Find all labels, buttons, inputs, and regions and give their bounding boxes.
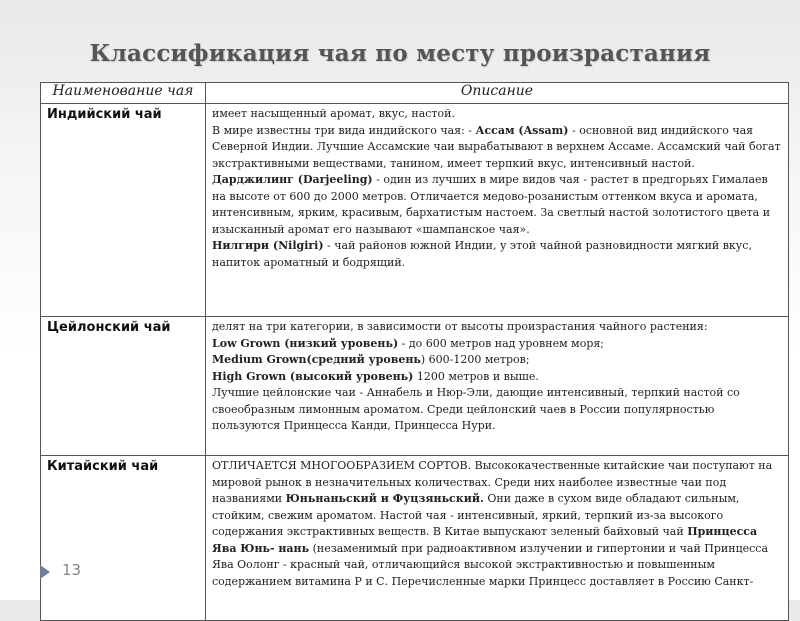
tea-description [206,317,789,456]
desc-line: Дарджилинг (Darjeeling) - один из лучших в мире видов чая - растет в предгорьях Гималаев на высоте от 600 до 2000 метров. Отличается медово-розанистым оттенком вкуса и аромата, интенсивным, ярким, красивым, бархатистым настоем. За светлый настой золотистого цвета и изысканный аромат его называют «шампанское чая». [212,173,771,236]
slide-title: Классификация чая по месту произрастания [89,40,711,67]
desc-line: ОТЛИЧАЕТСЯ МНОГООБРАЗИЕМ СОРТОВ. Высококачественные китайские чаи поступают на мировой рынок в незначительных количествах. Среди них наиболее известные чаи под названиями Юньнаньский и Фуцзяньский. Они даже в сухом виде обладают сильным, стойким, свежим ароматом. Настой чая - интенсивный, яркий, терпкий из-за высокого содержания экстрактивных веществ. В Китае выпускают зеленый байховый чай Принцесса Ява Юнь- нань (незаменимый при радиоактивном излучении и гипертонии и чай Принцесса Ява Оолонг - красный чай, отличающийся высокой экстрактивностью и повышенным содержанием витамина Р и С. Перечисленные марки Принцесс доставляет в Россию Санкт- [212,459,773,588]
table-row [41,317,789,456]
desc-line: Нилгири (Nilgiri) - чай районов южной Индии, у этой чайной разновидности мягкий вкус, напиток ароматный и бодрящий. [212,239,752,269]
desc-line: В мире известны три вида индийского чая: - Ассам (Assam) - основной вид индийского чая Северной Индии. Лучшие Ассамские чаи вырабатывают в верхнем Ассаме. Ассамский чай богат экстрактивными веществами, танином, имеет терпкий вкус, интенсивный настой. [212,123,781,170]
tea-description [206,456,789,621]
header-name: Наименование чая [41,83,206,104]
table-row [41,456,789,621]
desc-line: Лучшие цейлонские чаи - Аннабель и Нюр-Эли, дающие интенсивный, терпкий настой со своеобразным лимонным ароматом. Среди цейлонский чаев в России популярностью пользуются Принцесса Канди, Принцесса Нури. [212,386,740,432]
desc-line: Low Grown (низкий уровень) - до 600 метров над уровнем моря; [212,336,605,350]
tea-description [206,104,789,317]
tea-name: Индийский чай [41,104,206,317]
page-arrow-icon [40,565,50,579]
desc-line: High Grown (высокий уровень) 1200 метров и выше. [212,369,539,383]
page-number: 13 [62,561,82,579]
header-description: Описание [206,83,789,104]
table-row [41,104,789,317]
tea-name: Цейлонский чай [41,317,206,456]
desc-line: Medium Grown(средний уровень) 600-1200 метров; [212,353,530,366]
desc-line: имеет насыщенный аромат, вкус, настой. [212,107,455,120]
tea-name: Китайский чай [41,456,206,621]
tea-classification-table [40,82,789,621]
table-header-row [41,83,789,104]
desc-line: делят на три категории, в зависимости от высоты произрастания чайного растения: [212,320,708,333]
